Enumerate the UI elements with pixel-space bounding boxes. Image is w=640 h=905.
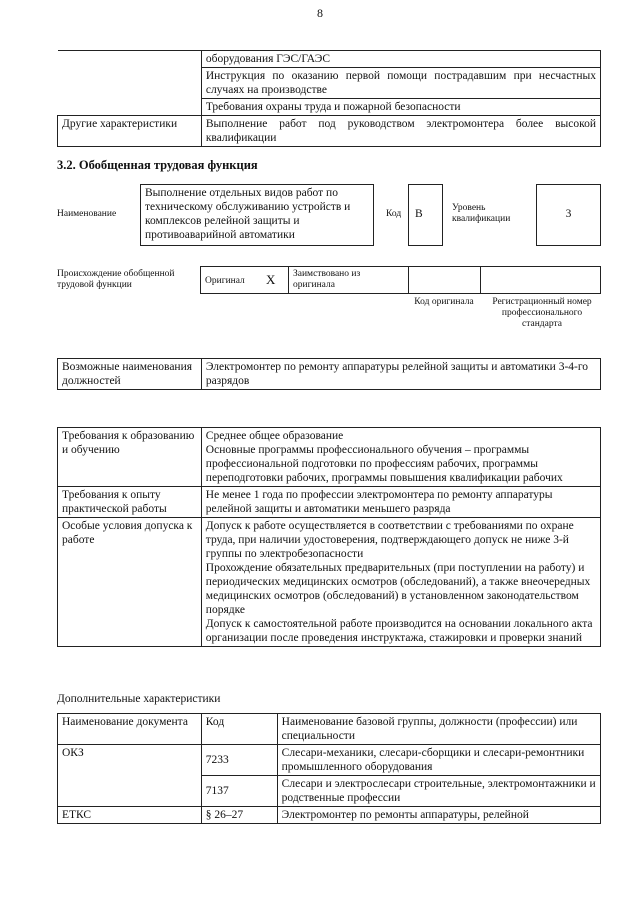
table-row [58,518,601,647]
positions-label: Возможные наименования должностей [58,359,202,390]
header-code: Код [201,714,277,745]
original-label: Оригинал [205,276,245,286]
table-cell: Требования охраны труда и пожарной безопасности [201,99,600,116]
etks-code: § 26–27 [201,807,277,824]
req-line: Основные программы профессионального обучения – программы профессиональной подготовки по профессиям рабочих, программы переподготовки рабочих, программы повышения квалификации рабочих [205,444,563,484]
req-line: Среднее общее образование [205,430,344,442]
okz-name: Слесари-механики, слесари-сборщики и слесари-ремонтники промышленного оборудования [277,745,600,776]
top-table [57,50,601,147]
table-row [58,487,601,518]
name-label: Наименование [57,209,117,219]
original-mark: X [266,272,276,287]
table-row [58,807,601,824]
additional-table [57,713,601,824]
table-cell: оборудования ГЭС/ГАЭС [201,51,600,68]
okz-label: ОКЗ [58,745,202,807]
table-row [58,68,601,99]
origin-label: Происхождение обобщенной трудовой функции [57,269,175,290]
table-row [58,745,601,776]
etks-label: ЕТКС [58,807,202,824]
header-doc: Наименование документа [58,714,202,745]
positions-value: Электромонтер по ремонту аппаратуры релейной защиты и автоматики 3-4-го разрядов [201,359,600,390]
reg-number-caption: Регистрационный номер профессионального стандарта [492,297,592,329]
level-value-box [536,184,601,246]
etks-name: Электромонтер по ремонты аппаратуры, релейной [277,807,600,824]
okz-name: Слесари и электрослесари строительные, электромонтажники и родственные профессии [277,776,600,807]
table-row [58,714,601,745]
table-cell: Другие характеристики [58,116,202,147]
borrowed-label: Заимствовано из оригинала [293,269,361,290]
requirements-table [57,427,601,647]
req-line: Допуск к самостоятельной работе производится на основании локального акта организации после проведения инструктажа, стажировки и проверки знаний [205,618,593,644]
header-name: Наименование базовой группы, должности (профессии) или специальности [277,714,600,745]
req-line: Прохождение обязательных предварительных (при поступлении на работу) и периодических медицинских осмотров (обследований), а также внеочередных медицинских осмотров (обследований) в установленном законодательством порядке [205,562,591,616]
code-label: Код [386,209,402,219]
table-cell: Выполнение работ под руководством электромонтера более высокой квалификации [201,116,600,147]
table-row [58,359,601,390]
additional-title: Дополнительные характеристики [57,693,221,705]
req-label: Требования к опыту практической работы [58,487,202,518]
name-value-box [140,184,374,246]
code-value: В [415,208,423,220]
level-value: 3 [565,208,572,220]
level-label: Уровень квалификации [452,203,511,224]
req-line: Не менее 1 года по профессии электромонтера по ремонту аппаратуры релейной защиты и автоматики меньшего разряда [205,489,553,515]
section-heading: 3.2. Обобщенная трудовая функция [57,158,258,172]
code-value-box [408,184,443,246]
table-row [58,428,601,487]
table-cell: Инструкция по оказанию первой помощи пострадавшим при несчастных случаях на производстве [201,68,600,99]
table-row [58,99,601,116]
req-label: Особые условия допуска к работе [58,518,202,647]
okz-code: 7137 [201,776,277,807]
req-line: Допуск к работе осуществляется в соответствии с требованиями по охране труда, при наличии удостоверения, подтверждающего допуск не ниже 3-й группы по электробезопасности [205,520,574,560]
req-label: Требования к образованию и обучению [58,428,202,487]
table-row [58,51,601,68]
page-number: 8 [317,6,323,20]
okz-code: 7233 [201,745,277,776]
name-value: Выполнение отдельных видов работ по техническому обслуживанию устройств и комплексов релейной защиты и противоаварийной автоматики [145,187,351,241]
positions-table [57,358,601,390]
code-original-caption: Код оригинала [414,297,474,307]
table-row [58,116,601,147]
